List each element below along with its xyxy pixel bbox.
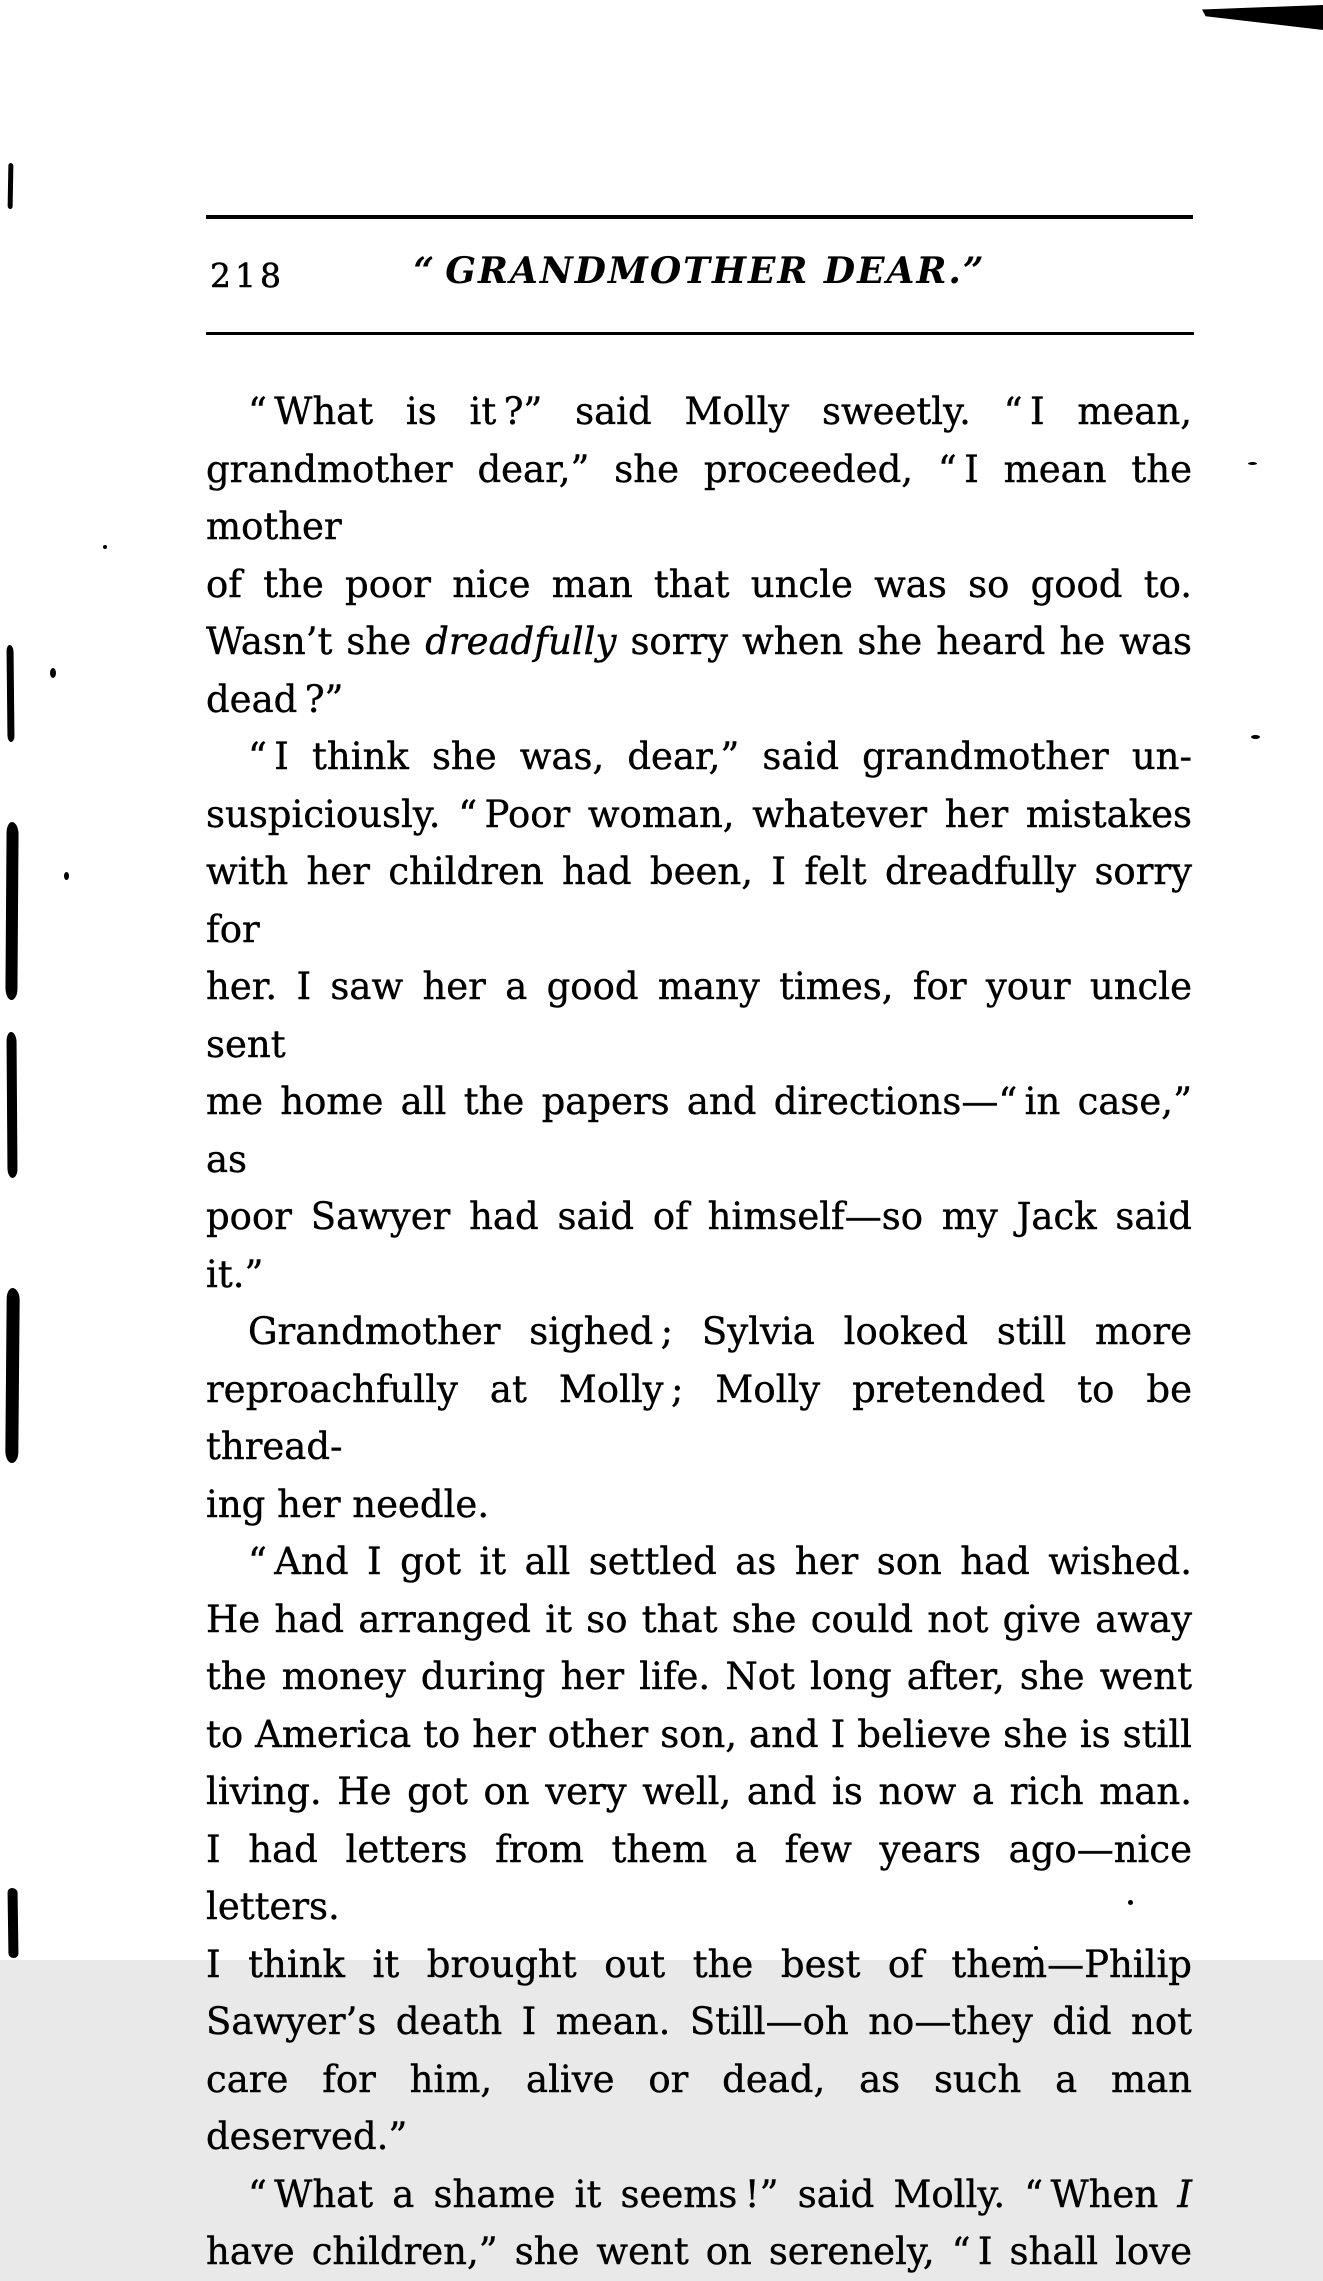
text-line: Sawyer’s death I mean. Still—oh no—they did not — [206, 2000, 1192, 2043]
scan-artifact-speck — [103, 545, 107, 549]
header-rule-bottom — [206, 332, 1194, 335]
scan-artifact-binding-streak — [6, 1032, 17, 1178]
scan-artifact-binding-streak — [8, 163, 14, 209]
text-line: “ What a shame it seems !” said Molly. “ When I — [248, 2172, 1192, 2216]
text-line: me home all the papers and directions—“ in case,” as — [206, 1080, 1192, 1181]
text-line: dead ?” — [206, 677, 344, 721]
text-line: her. I saw her a good many times, for your uncle sent — [206, 965, 1192, 1066]
scan-artifact-corner-wedge — [1202, 5, 1323, 30]
text-line: I think it brought out the best of them—Philip — [206, 1942, 1192, 1986]
scan-artifact-speck — [50, 668, 56, 678]
text-line: have children,” she went on serenely, “ I shall love — [206, 2230, 1192, 2273]
text-line: with her children had been, I felt dreadfully sorry for — [206, 850, 1192, 951]
text-line: “ What is it ?” said Molly sweetly. “ I mean, — [248, 390, 1192, 433]
text-line: He had arranged it so that she could not give away — [206, 1597, 1192, 1641]
page-header — [206, 248, 1193, 310]
scan-artifact-speck — [64, 872, 69, 880]
text-line: to America to her other son, and I believe she is still — [206, 1712, 1192, 1756]
running-title: “ GRANDMOTHER DEAR.” — [413, 250, 986, 292]
text-line: grandmother dear,” she proceeded, “ I mean the mother — [206, 447, 1192, 548]
scan-artifact-speck — [1251, 735, 1260, 739]
header-rule-top — [206, 215, 1193, 219]
text-line: care for him, alive or dead, as such a man deserved.” — [206, 2057, 1192, 2158]
text-block — [206, 383, 1192, 2281]
scan-artifact-binding-streak — [8, 1888, 19, 1958]
page-number: 218 — [210, 256, 285, 295]
text-line: of the poor nice man that uncle was so good to. — [206, 562, 1192, 606]
text-line: poor Sawyer had said of himself—so my Jack said it.” — [206, 1195, 1192, 1296]
scan-artifact-binding-streak — [6, 645, 14, 742]
text-line: reproachfully at Molly ; Molly pretended to be thread- — [206, 1367, 1192, 1468]
text-line: I had letters from them a few years ago—nice letters. — [206, 1827, 1192, 1928]
scan-artifact-speck — [1248, 462, 1257, 465]
text-line: “ And I got it all settled as her son had wished. — [248, 1540, 1192, 1583]
text-line: “ I think she was, dear,” said grandmother un- — [248, 735, 1192, 778]
text-line: Grandmother sighed ; Sylvia looked still more — [248, 1310, 1192, 1353]
scan-artifact-binding-streak — [5, 1288, 20, 1463]
text-line: suspiciously. “ Poor woman, whatever her mistakes — [206, 792, 1192, 836]
scan-artifact-binding-streak — [5, 822, 18, 1000]
text-line: Wasn’t she dreadfully sorry when she heard he was — [206, 620, 1192, 663]
text-line: the money during her life. Not long after, she went — [206, 1655, 1192, 1698]
text-line: ing her needle. — [206, 1482, 490, 1526]
text-line: living. He got on very well, and is now a rich man. — [206, 1770, 1192, 1813]
